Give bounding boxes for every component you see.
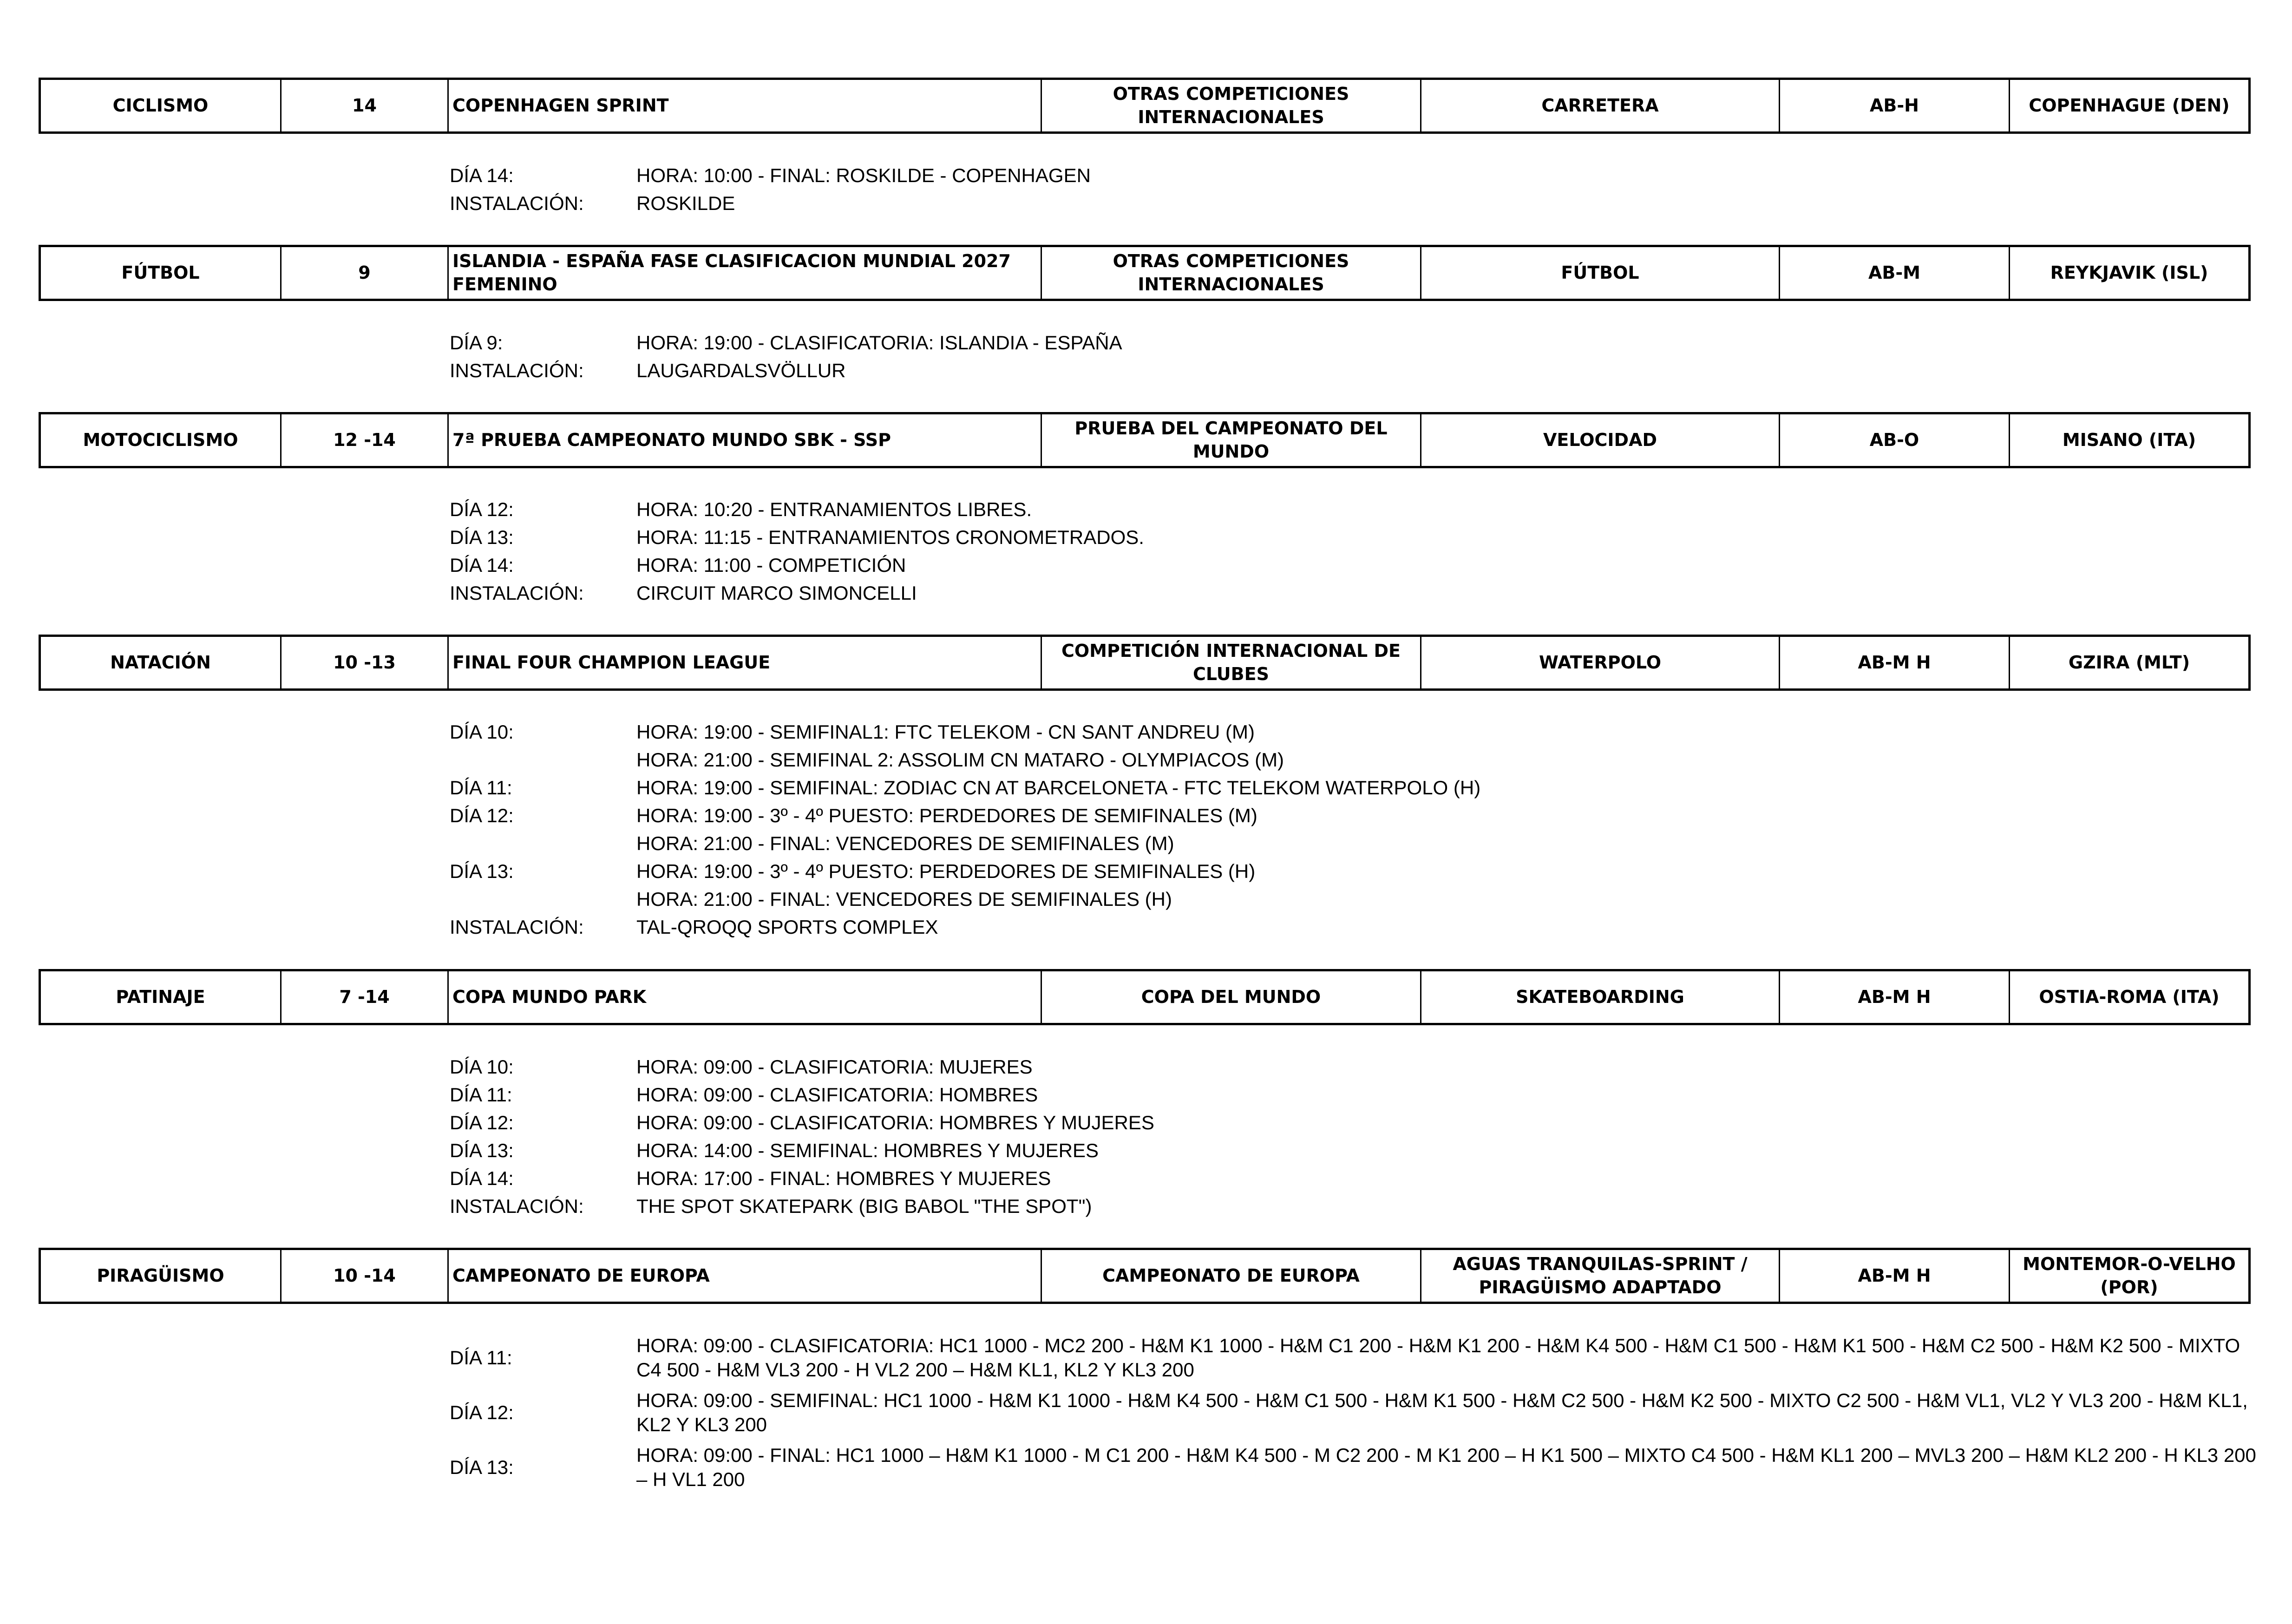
- detail-day: DÍA 14:: [450, 164, 514, 186]
- event-name-cell: ISLANDIA - ESPAÑA FASE CLASIFICACION MUNDIAL 2027 FEMENINO: [449, 247, 1042, 299]
- detail-day: DÍA 9:: [450, 332, 503, 354]
- detail-day: DÍA 10:: [450, 721, 514, 743]
- detail-line: [450, 1081, 2264, 1109]
- detail-day: DÍA 12:: [450, 498, 514, 520]
- group-cell: AB-O: [1780, 414, 2010, 466]
- detail-day: DÍA 13:: [450, 860, 514, 882]
- discipline-cell: FÚTBOL: [1421, 247, 1780, 299]
- category-cell: CAMPEONATO DE EUROPA: [1042, 1250, 1421, 1302]
- dates-cell: 7 -14: [282, 971, 449, 1023]
- detail-text: HORA: 14:00 - SEMIFINAL: HOMBRES Y MUJERES: [636, 1139, 1099, 1161]
- detail-text: LAUGARDALSVÖLLUR: [636, 360, 846, 381]
- event-header-row: [39, 412, 2251, 468]
- event-name-cell: 7ª PRUEBA CAMPEONATO MUNDO SBK - SSP: [449, 414, 1042, 466]
- detail-line: [450, 1192, 2264, 1220]
- detail-line: [450, 885, 2264, 913]
- discipline-cell: AGUAS TRANQUILAS-SPRINT / PIRAGÜISMO ADAPTADO: [1421, 1250, 1780, 1302]
- detail-day: [450, 830, 636, 858]
- event-name-cell: COPA MUNDO PARK: [449, 971, 1042, 1023]
- detail-line: [450, 774, 2264, 802]
- detail-line: [450, 1388, 2264, 1437]
- event-header-row: [39, 78, 2251, 134]
- detail-day: DÍA 10:: [450, 1056, 514, 1078]
- detail-text: HORA: 19:00 - SEMIFINAL: ZODIAC CN AT BARCELONETA - FTC TELEKOM WATERPOLO (H): [636, 777, 1481, 799]
- detail-line: [450, 830, 2264, 858]
- detail-line: [450, 162, 2264, 190]
- event-name-cell: COPENHAGEN SPRINT: [449, 80, 1042, 131]
- event-name-cell: CAMPEONATO DE EUROPA: [449, 1250, 1042, 1302]
- category-cell: PRUEBA DEL CAMPEONATO DEL MUNDO: [1042, 414, 1421, 466]
- detail-text: HORA: 09:00 - SEMIFINAL: HC1 1000 - H&M K1 1000 - H&M K4 500 - H&M C1 500 - H&M K1 500 - H&M C2 500 - H&M K2 500 - MIXTO C2 500 - H&M VL1, VL2 Y VL3 200 - H&M KL1, KL2 Y KL3 200: [636, 1389, 2248, 1435]
- detail-text: THE SPOT SKATEPARK (BIG BABOL "THE SPOT"): [636, 1195, 1092, 1217]
- detail-line: [450, 551, 2264, 579]
- category-cell: COPA DEL MUNDO: [1042, 971, 1421, 1023]
- detail-day: DÍA 11:: [450, 1347, 512, 1369]
- detail-line: [450, 496, 2264, 524]
- detail-text: CIRCUIT MARCO SIMONCELLI: [636, 582, 917, 604]
- detail-day: DÍA 11:: [450, 1084, 512, 1106]
- detail-day: [450, 885, 636, 913]
- detail-day: DÍA 13:: [450, 526, 514, 548]
- detail-day: DÍA 12:: [450, 805, 514, 826]
- detail-text: HORA: 19:00 - 3º - 4º PUESTO: PERDEDORES DE SEMIFINALES (H): [636, 860, 1256, 882]
- discipline-cell: CARRETERA: [1421, 80, 1780, 131]
- location-cell: COPENHAGUE (DEN): [2029, 95, 2230, 116]
- location-cell: MONTEMOR-O-VELHO (POR): [2023, 1254, 2236, 1297]
- detail-text: HORA: 21:00 - FINAL: VENCEDORES DE SEMIFINALES (M): [636, 832, 1174, 854]
- event-header-row: [39, 245, 2251, 301]
- detail-line: [450, 718, 2264, 746]
- group-cell: AB-M H: [1780, 1250, 2010, 1302]
- detail-text: HORA: 09:00 - CLASIFICATORIA: HOMBRES: [636, 1084, 1038, 1106]
- group-cell: AB-M: [1780, 247, 2010, 299]
- event-details: [450, 162, 2264, 217]
- dates-cell: 12 -14: [282, 414, 449, 466]
- event-details: [450, 329, 2264, 385]
- event-details: [450, 1053, 2264, 1220]
- detail-text: HORA: 09:00 - CLASIFICATORIA: HOMBRES Y MUJERES: [636, 1112, 1154, 1133]
- detail-line: [450, 579, 2264, 607]
- detail-day: DÍA 12:: [450, 1112, 514, 1133]
- detail-line: [450, 1109, 2264, 1137]
- detail-day: DÍA 11:: [450, 777, 512, 799]
- detail-day: INSTALACIÓN:: [450, 582, 584, 604]
- detail-line: [450, 1165, 2264, 1192]
- detail-day: INSTALACIÓN:: [450, 360, 584, 381]
- category-cell: OTRAS COMPETICIONES INTERNACIONALES: [1042, 80, 1421, 131]
- detail-day: DÍA 13:: [450, 1456, 514, 1478]
- event-header-row: [39, 635, 2251, 691]
- location-cell: GZIRA (MLT): [2068, 652, 2190, 673]
- detail-text: HORA: 09:00 - FINAL: HC1 1000 – H&M K1 1000 - M C1 200 - H&M K4 500 - M C2 200 - M K1 200 – H K1 500 – MIXTO C4 500 - H&M KL1 200 – MVL3 200 – H&M KL2 200 - H KL3 200 – H VL1 200: [636, 1444, 2256, 1490]
- detail-line: [450, 1443, 2264, 1492]
- detail-text: ROSKILDE: [636, 192, 735, 214]
- detail-day: INSTALACIÓN:: [450, 192, 584, 214]
- detail-day: DÍA 13:: [450, 1139, 514, 1161]
- detail-text: HORA: 11:15 - ENTRANAMIENTOS CRONOMETRADOS.: [636, 526, 1144, 548]
- discipline-cell: VELOCIDAD: [1421, 414, 1780, 466]
- detail-text: HORA: 21:00 - FINAL: VENCEDORES DE SEMIFINALES (H): [636, 888, 1172, 910]
- event-details: [450, 496, 2264, 607]
- detail-line: [450, 524, 2264, 551]
- event-header-row: [39, 1248, 2251, 1304]
- discipline-cell: WATERPOLO: [1421, 637, 1780, 688]
- detail-text: HORA: 21:00 - SEMIFINAL 2: ASSOLIM CN MATARO - OLYMPIACOS (M): [636, 749, 1284, 771]
- detail-text: HORA: 09:00 - CLASIFICATORIA: MUJERES: [636, 1056, 1033, 1078]
- detail-line: [450, 1334, 2264, 1382]
- event-header-row: [39, 969, 2251, 1025]
- sport-cell: MOTOCICLISMO: [41, 414, 282, 466]
- detail-day: INSTALACIÓN:: [450, 916, 584, 938]
- detail-line: [450, 802, 2264, 830]
- sport-cell: PIRAGÜISMO: [41, 1250, 282, 1302]
- detail-text: HORA: 19:00 - SEMIFINAL1: FTC TELEKOM - CN SANT ANDREU (M): [636, 721, 1255, 743]
- sport-cell: FÚTBOL: [41, 247, 282, 299]
- location-cell: MISANO (ITA): [2062, 429, 2196, 450]
- detail-day: [450, 746, 636, 774]
- event-details: [450, 718, 2264, 941]
- detail-text: HORA: 19:00 - CLASIFICATORIA: ISLANDIA - ESPAÑA: [636, 332, 1122, 354]
- detail-text: HORA: 11:00 - COMPETICIÓN: [636, 554, 906, 576]
- detail-text: HORA: 10:20 - ENTRANAMIENTOS LIBRES.: [636, 498, 1032, 520]
- dates-cell: 14: [282, 80, 449, 131]
- detail-text: HORA: 17:00 - FINAL: HOMBRES Y MUJERES: [636, 1167, 1051, 1189]
- detail-line: [450, 190, 2264, 217]
- discipline-cell: SKATEBOARDING: [1421, 971, 1780, 1023]
- detail-line: [450, 913, 2264, 941]
- detail-text: HORA: 10:00 - FINAL: ROSKILDE - COPENHAGEN: [636, 164, 1091, 186]
- detail-line: [450, 357, 2264, 385]
- detail-day: INSTALACIÓN:: [450, 1195, 584, 1217]
- event-details: [450, 1334, 2264, 1498]
- detail-day: DÍA 14:: [450, 554, 514, 576]
- detail-text: HORA: 19:00 - 3º - 4º PUESTO: PERDEDORES DE SEMIFINALES (M): [636, 805, 1257, 826]
- detail-line: [450, 858, 2264, 885]
- group-cell: AB-M H: [1780, 971, 2010, 1023]
- category-cell: OTRAS COMPETICIONES INTERNACIONALES: [1042, 247, 1421, 299]
- detail-line: [450, 1053, 2264, 1081]
- detail-line: [450, 1137, 2264, 1165]
- location-cell: REYKJAVIK (ISL): [2050, 262, 2208, 283]
- dates-cell: 9: [282, 247, 449, 299]
- sport-cell: NATACIÓN: [41, 637, 282, 688]
- detail-text: HORA: 09:00 - CLASIFICATORIA: HC1 1000 - MC2 200 - H&M K1 1000 - H&M C1 200 - H&M K1 200 - H&M K4 500 - H&M C1 500 - H&M K1 500 - H&M C2 500 - H&M K2 500 - MIXTO C4 500 - H&M VL3 200 - H VL2 200 – H&M KL1, KL2 Y KL3 200: [636, 1335, 2240, 1381]
- detail-text: TAL-QROQQ SPORTS COMPLEX: [636, 916, 938, 938]
- category-cell: COMPETICIÓN INTERNACIONAL DE CLUBES: [1042, 637, 1421, 688]
- dates-cell: 10 -14: [282, 1250, 449, 1302]
- detail-line: [450, 746, 2264, 774]
- detail-day: DÍA 14:: [450, 1167, 514, 1189]
- dates-cell: 10 -13: [282, 637, 449, 688]
- detail-day: DÍA 12:: [450, 1401, 514, 1423]
- detail-line: [450, 329, 2264, 357]
- sport-cell: PATINAJE: [41, 971, 282, 1023]
- group-cell: AB-H: [1780, 80, 2010, 131]
- group-cell: AB-M H: [1780, 637, 2010, 688]
- event-name-cell: FINAL FOUR CHAMPION LEAGUE: [449, 637, 1042, 688]
- sport-cell: CICLISMO: [41, 80, 282, 131]
- location-cell: OSTIA-ROMA (ITA): [2039, 986, 2220, 1007]
